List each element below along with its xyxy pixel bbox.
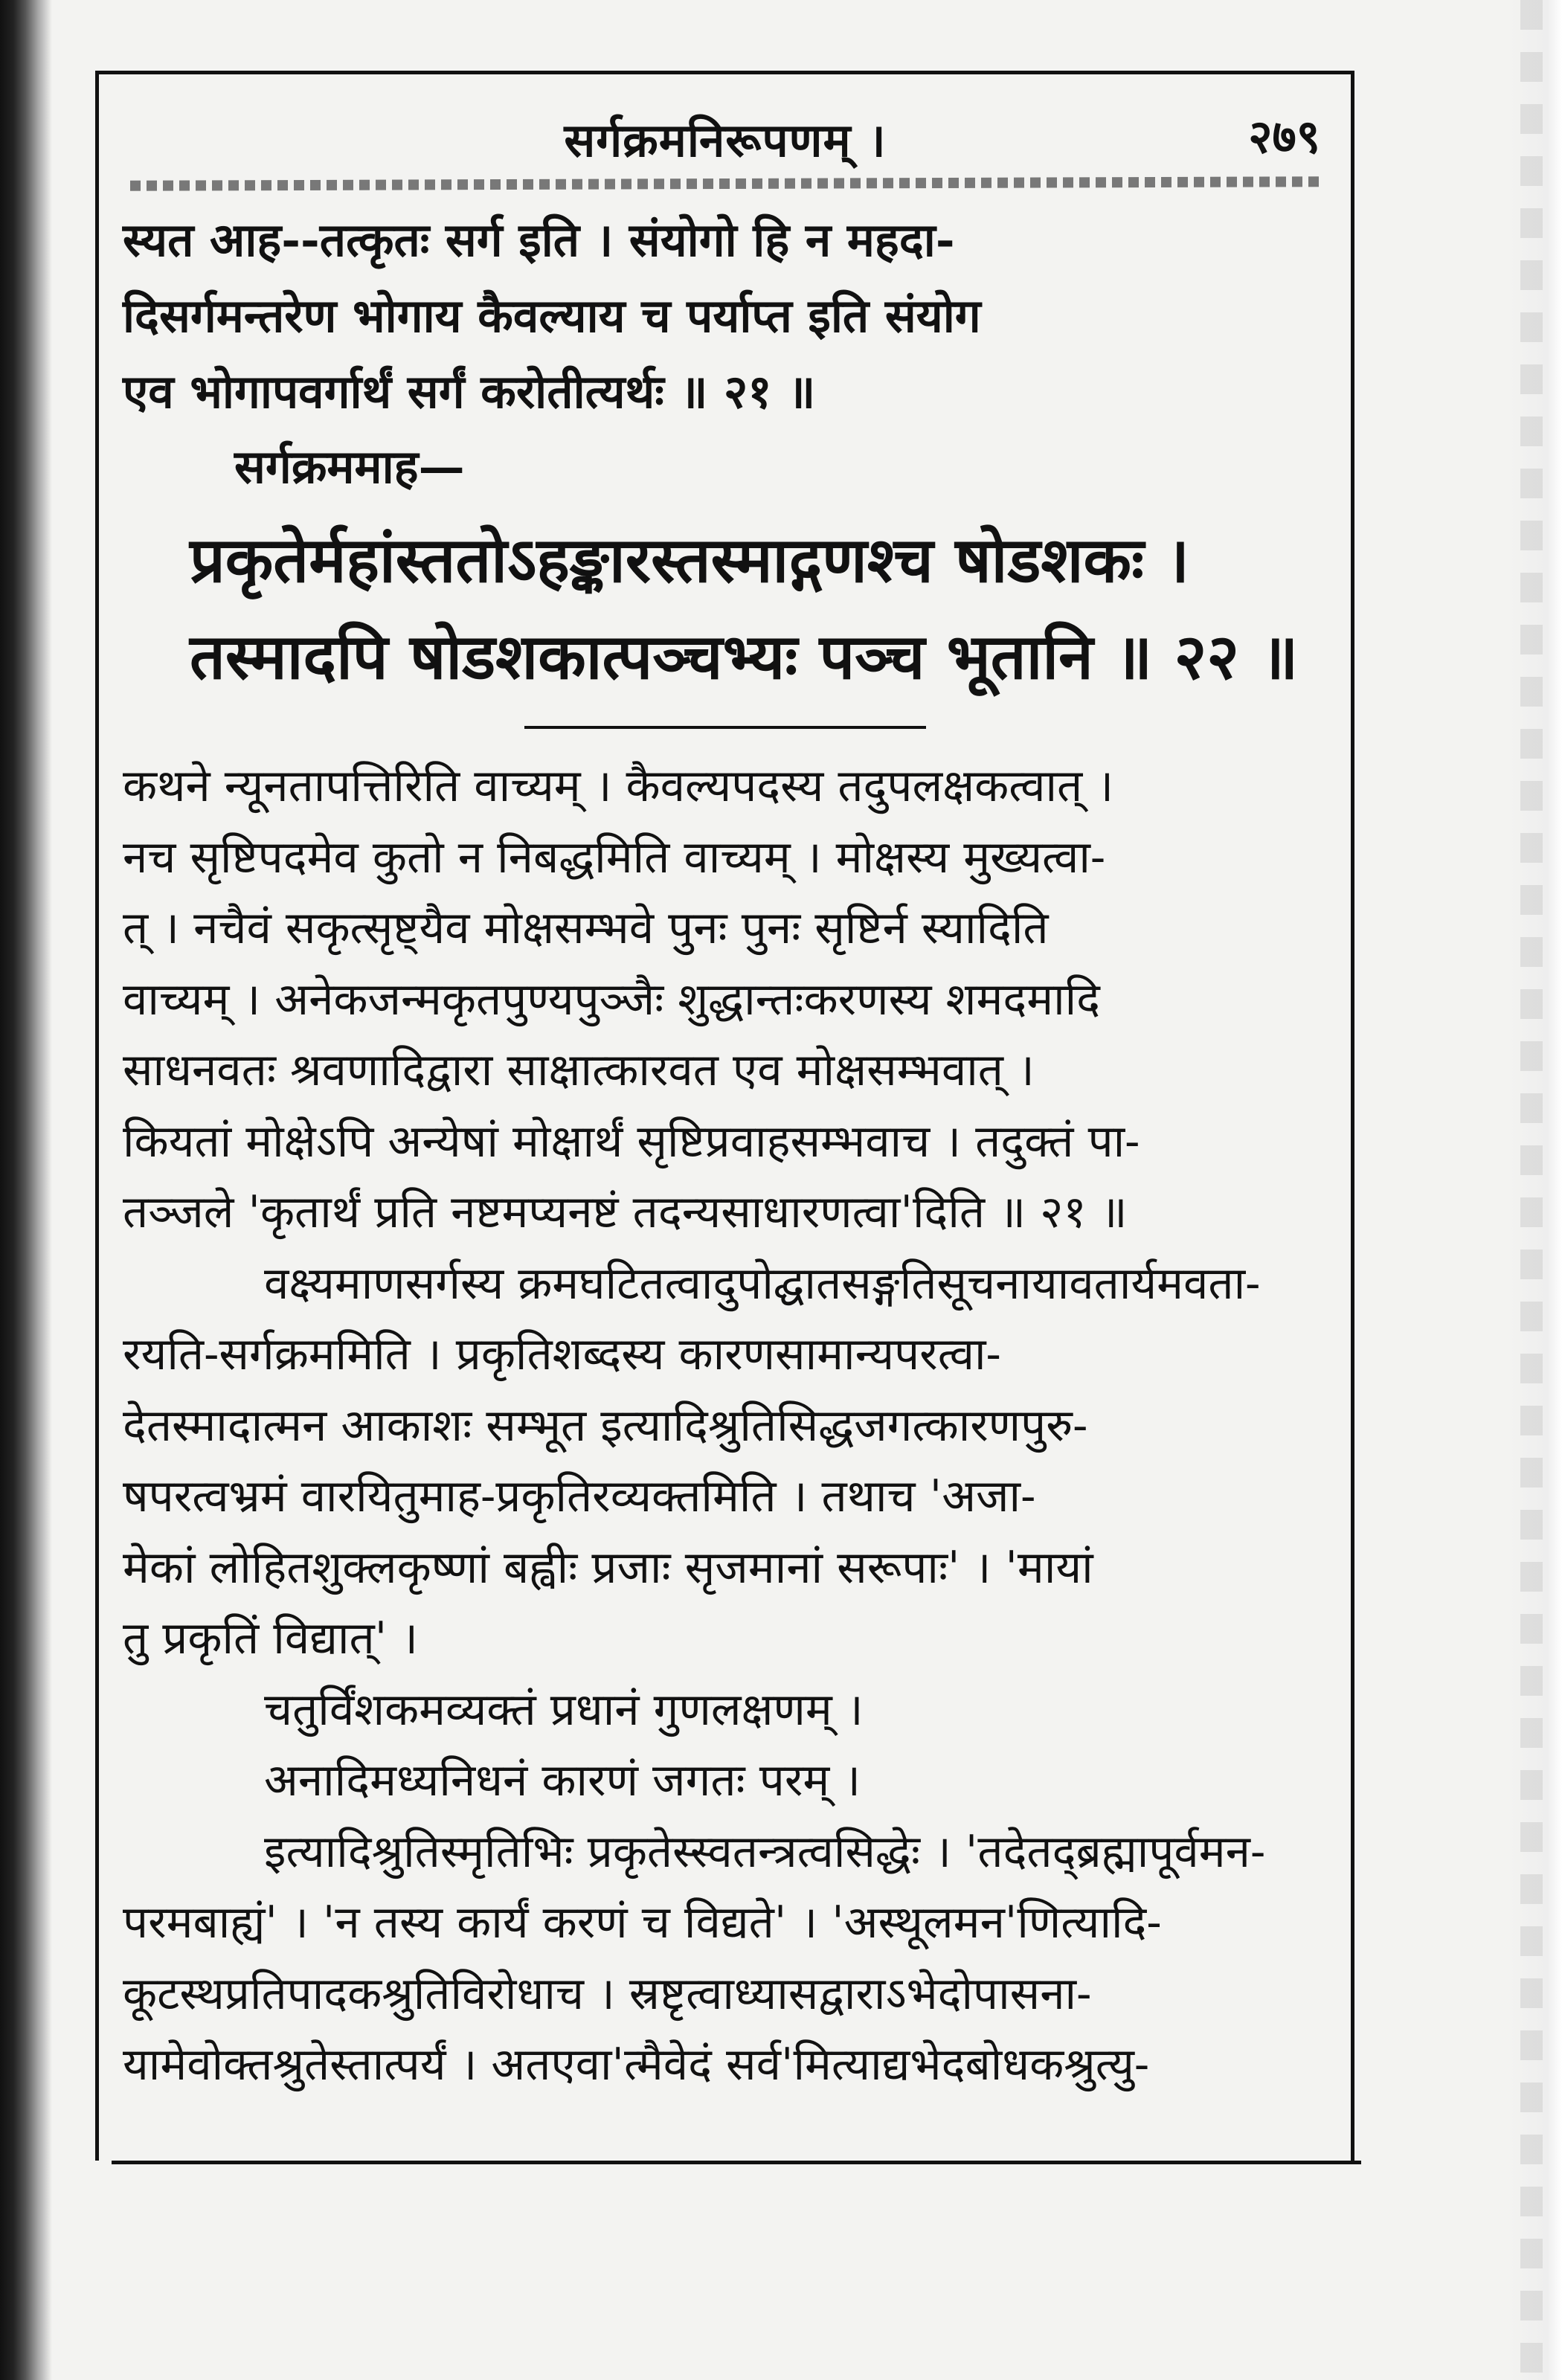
commentary-line: मेकां लोहितशुक्लकृष्णां बह्वीः प्रजाः सृजमानां सरूपाः' । 'मायां [123, 1541, 1093, 1594]
upper-text [123, 202, 1328, 430]
commentary-line: तञ्जले 'कृतार्थं प्रति नष्टमप्यनष्टं तदन्यसाधारणत्वा'दिति ॥ २१ ॥ [123, 1186, 1128, 1238]
upper-text-line: एव भोगापवर्गार्थं सर्गं करोतीत्यर्थः ॥ २१ ॥ [123, 364, 816, 419]
frame-top-rule [97, 71, 1354, 74]
commentary-line: इत्यादिश्रुतिस्मृतिभिः प्रकृतेस्स्वतन्त्रत्वसिद्धेः । 'तदेतद्ब्रह्मापूर्वमन- [264, 1825, 1266, 1878]
commentary-line: नच सृष्टिपदमेव कुतो न निबद्धमिति वाच्यम् । मोक्षस्य मुख्यत्वा- [123, 831, 1106, 884]
commentary-block-c [123, 1817, 1328, 2101]
running-header [123, 82, 1328, 178]
commentary-line: कूटस्थप्रतिपादकश्रुतिविरोधाच । स्रष्टृत्वाध्यासद्वाराऽभेदोपासना- [123, 1967, 1092, 2020]
upper-text-line: दिसर्गमन्तरेण भोगाय कैवल्याय च पर्याप्त इति संयोग [123, 289, 981, 343]
frame-bottom-rule [112, 2161, 1361, 2164]
karika-line: प्रकृतेर्महांस्ततोऽहङ्कारस्तस्माद्गणश्च षोडशकः । [190, 523, 1190, 596]
frame-right-rule [1351, 71, 1354, 2161]
commentary-line: रयति-सर्गक्रममिति । प्रकृतिशब्दस्य कारणसामान्यपरत्वा- [123, 1328, 1001, 1380]
commentary-line: त् । नचैवं सकृत्सृष्ट्यैव मोक्षसम्भवे पुनः पुनः सृष्टिर्न स्यादिति [123, 902, 1049, 954]
commentary-line: यामेवोक्तश्रुतेस्तात्पर्यं । अतएवा'त्मैवेदं सर्व'मित्याद्यभेदबोधकश्रुत्यु- [123, 2039, 1150, 2091]
commentary-line: वक्ष्यमाणसर्गस्य क्रमघटितत्वादुपोद्घातसङ्गतिसूचनायावतार्यमवता- [264, 1257, 1261, 1310]
header-wavy-rule [130, 176, 1320, 191]
section-intro: सर्गक्रममाह— [234, 440, 465, 494]
verse-line: अनादिमध्यनिधनं कारणं जगतः परम् । [264, 1755, 861, 1807]
commentary-line: देतस्मादात्मन आकाशः सम्भूत इत्यादिश्रुतिसिद्धजगत्कारणपुरु- [123, 1399, 1088, 1452]
section-divider [524, 726, 926, 729]
page-number: २७९ [1248, 109, 1320, 164]
commentary-line: वाच्यम् । अनेकजन्मकृतपुण्यपुञ्जैः शुद्धान्तःकरणस्य शमदमादि [123, 973, 1101, 1026]
commentary-line: षपरत्वभ्रमं वारयितुमाह-प्रकृतिरव्यक्तमिति । तथाच 'अजा- [123, 1470, 1036, 1522]
book-spine-shadow [0, 0, 52, 2380]
commentary-block-b [123, 1249, 1328, 1675]
running-title: सर्गक्रमनिरूपणम् । [564, 113, 887, 167]
page-content [123, 82, 1328, 2149]
page-edge-lines [1520, 0, 1543, 2380]
quoted-verse [123, 1675, 1328, 1817]
frame-left-rule [95, 71, 99, 2161]
verse-line: चतुर्विंशकमव्यक्तं प्रधानं गुणलक्षणम् । [264, 1683, 864, 1736]
commentary-line: कियतां मोक्षेऽपि अन्येषां मोक्षार्थं सृष्टिप्रवाहसम्भवाच । तदुक्तं पा- [123, 1115, 1140, 1168]
karika-verse [123, 512, 1328, 705]
commentary-line: परमबाह्यं' । 'न तस्य कार्यं करणं च विद्यते' । 'अस्थूलमन'णित्यादि- [123, 1897, 1162, 1949]
commentary-line: तु प्रकृतिं विद्यात्' । [123, 1612, 419, 1665]
commentary-line: साधनवतः श्रवणादिद्वारा साक्षात्कारवत एव मोक्षसम्भवात् । [123, 1044, 1035, 1096]
commentary-block-a [123, 751, 1328, 1249]
upper-text-line: स्यत आह--तत्कृतः सर्ग इति । संयोगो हि न महदा- [123, 213, 955, 267]
karika-line: तस्मादपि षोडशकात्पञ्चभ्यः पञ्च भूतानि ॥ २२ ॥ [190, 620, 1299, 693]
commentary-line: कथने न्यूनतापत्तिरिति वाच्यम् । कैवल्यपदस्य तदुपलक्षकत्वात् । [123, 760, 1114, 812]
